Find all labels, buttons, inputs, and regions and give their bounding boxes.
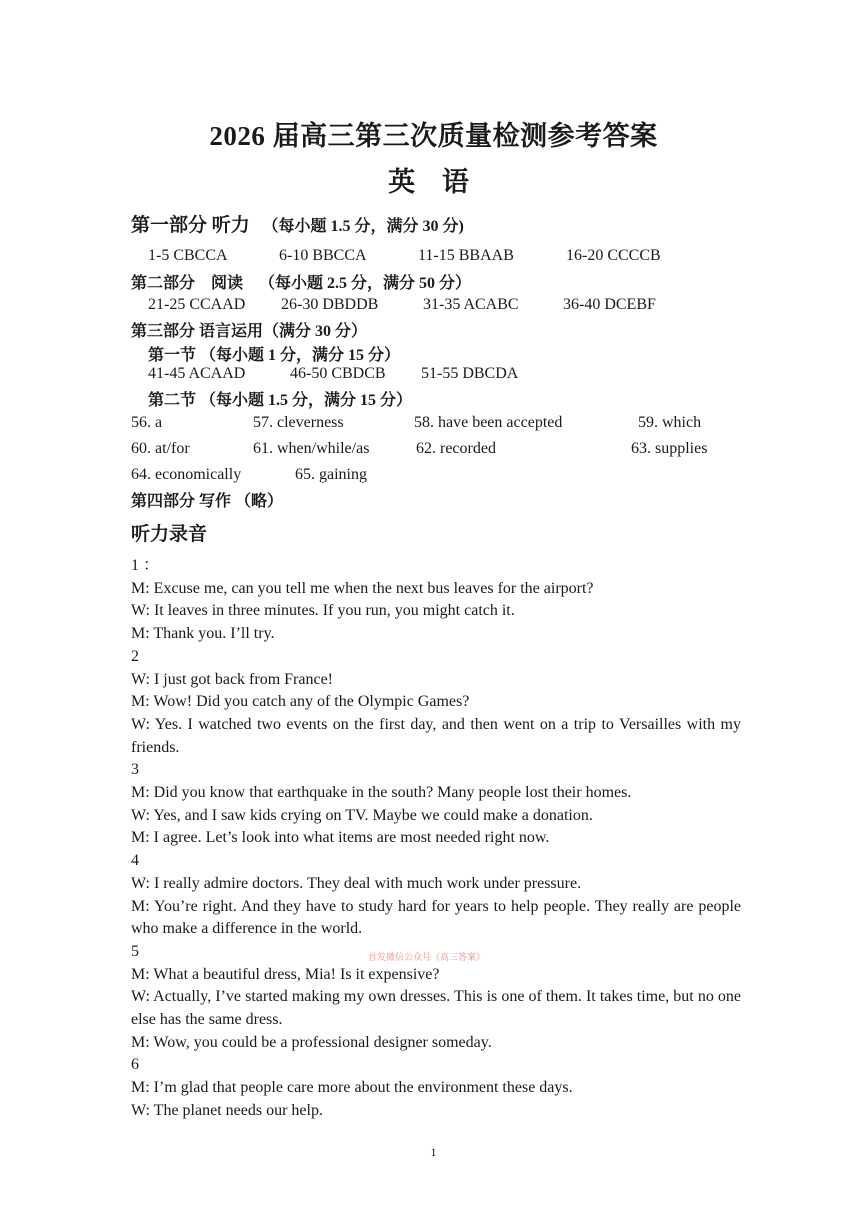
dialogue-line: M: Excuse me, can you tell me when the next bus leaves for the airport? (131, 579, 594, 597)
dialogue-line: M: Wow, you could be a professional designer someday. (131, 1033, 492, 1051)
dialogue-line: W: I just got back from France! (131, 670, 334, 688)
answer-group: 36-40 DCEBF (563, 296, 656, 313)
answer-group: 11-15 BBAAB (418, 247, 514, 264)
dialogue-4 (131, 850, 741, 941)
answer-item: 65. gaining (295, 466, 367, 483)
answer-item: 62. recorded (416, 440, 496, 457)
part1-title: 第一部分 听力 (131, 215, 250, 236)
answer-item: 63. supplies (631, 440, 708, 457)
answer-group: 51-55 DBCDA (421, 365, 519, 382)
part3-section2-heading: 第二节 （每小题 1.5 分，满分 15 分） (148, 392, 413, 409)
answer-group: 6-10 BBCCA (279, 247, 367, 264)
answer-item: 61. when/while/as (253, 440, 370, 457)
answer-group: 41-45 ACAAD (148, 365, 246, 382)
answer-item: 64. economically (131, 466, 242, 483)
answer-group: 31-35 ACABC (423, 296, 519, 313)
answer-item: 59. which (638, 414, 702, 431)
answer-item: 58. have been accepted (414, 414, 563, 431)
dialogue-number: 6 (131, 1056, 139, 1074)
dialogue-number: 3 (131, 761, 139, 779)
answer-group: 1-5 CBCCA (148, 247, 228, 264)
part1-heading (131, 210, 464, 237)
answer-group: 16-20 CCCCB (566, 247, 661, 264)
dialogue-line: M: I’m glad that people care more about the environment these days. (131, 1079, 573, 1097)
dialogue-line: M: You’re right. And they have to study hard for years to help people. They really are people who make a difference in the world. (131, 897, 741, 938)
answer-group: 21-25 CCAAD (148, 296, 246, 313)
dialogue-number: 1 ： (131, 557, 160, 574)
subject-title: 英 语 (388, 167, 479, 197)
dialogue-line: M: Wow! Did you catch any of the Olympic Games? (131, 693, 470, 711)
dialogue-1 (131, 555, 741, 646)
dialogue-line: W: The planet needs our help. (131, 1101, 323, 1119)
part2-note: （每小题 2.5 分，满分 50 分） (259, 275, 472, 292)
dialogue-line: W: Actually, I’ve started making my own dresses. This is one of them. It takes time, but no one else has the same dress. (131, 988, 741, 1029)
page-number: 1 (430, 1145, 437, 1159)
dialogue-line: W: Yes, and I saw kids crying on TV. Maybe we could make a donation. (131, 806, 593, 824)
dialogue-number: 5 (131, 942, 139, 960)
part4-heading: 第四部分 写作 （略） (131, 493, 284, 510)
dialogue-line: M: I agree. Let’s look into what items are most needed right now. (131, 829, 550, 847)
dialogue-3 (131, 759, 741, 850)
watermark-text: 首发微信公众号《高三答案》 (368, 952, 486, 962)
dialogue-line: W: It leaves in three minutes. If you run, you might catch it. (131, 602, 515, 620)
part2-title: 第二部分 阅读 (131, 275, 244, 292)
listening-heading: 听力录音 (131, 524, 208, 545)
answer-group: 26-30 DBDDB (281, 296, 379, 313)
answer-group: 46-50 CBDCB (290, 365, 386, 382)
answer-item: 60. at/for (131, 440, 190, 457)
page-title: 2026 届高三第三次质量检测参考答案 (209, 121, 658, 151)
dialogue-6 (131, 1054, 741, 1122)
part3-section1-heading: 第一节 （每小题 1 分，满分 15 分） (148, 347, 401, 364)
dialogue-2 (131, 646, 741, 760)
dialogue-line: M: Thank you. I’ll try. (131, 625, 275, 643)
dialogue-line: M: What a beautiful dress, Mia! Is it expensive? (131, 965, 440, 983)
dialogue-number: 4 (131, 852, 139, 870)
part2-heading (131, 270, 471, 293)
dialogue-line: W: Yes. I watched two events on the first day, and then went on a trip to Versailles with my friends. (131, 715, 741, 756)
dialogue-number: 2 (131, 647, 139, 665)
dialogue-line: W: I really admire doctors. They deal with much work under pressure. (131, 874, 582, 892)
listening-transcript (131, 555, 741, 1123)
part1-note: （每小题 1.5 分，满分 30 分) (262, 218, 464, 235)
answer-item: 56. a (131, 414, 163, 431)
answer-item: 57. cleverness (253, 414, 344, 431)
part3-heading: 第三部分 语言运用（满分 30 分） (131, 323, 368, 340)
dialogue-line: M: Did you know that earthquake in the south? Many people lost their homes. (131, 784, 632, 802)
